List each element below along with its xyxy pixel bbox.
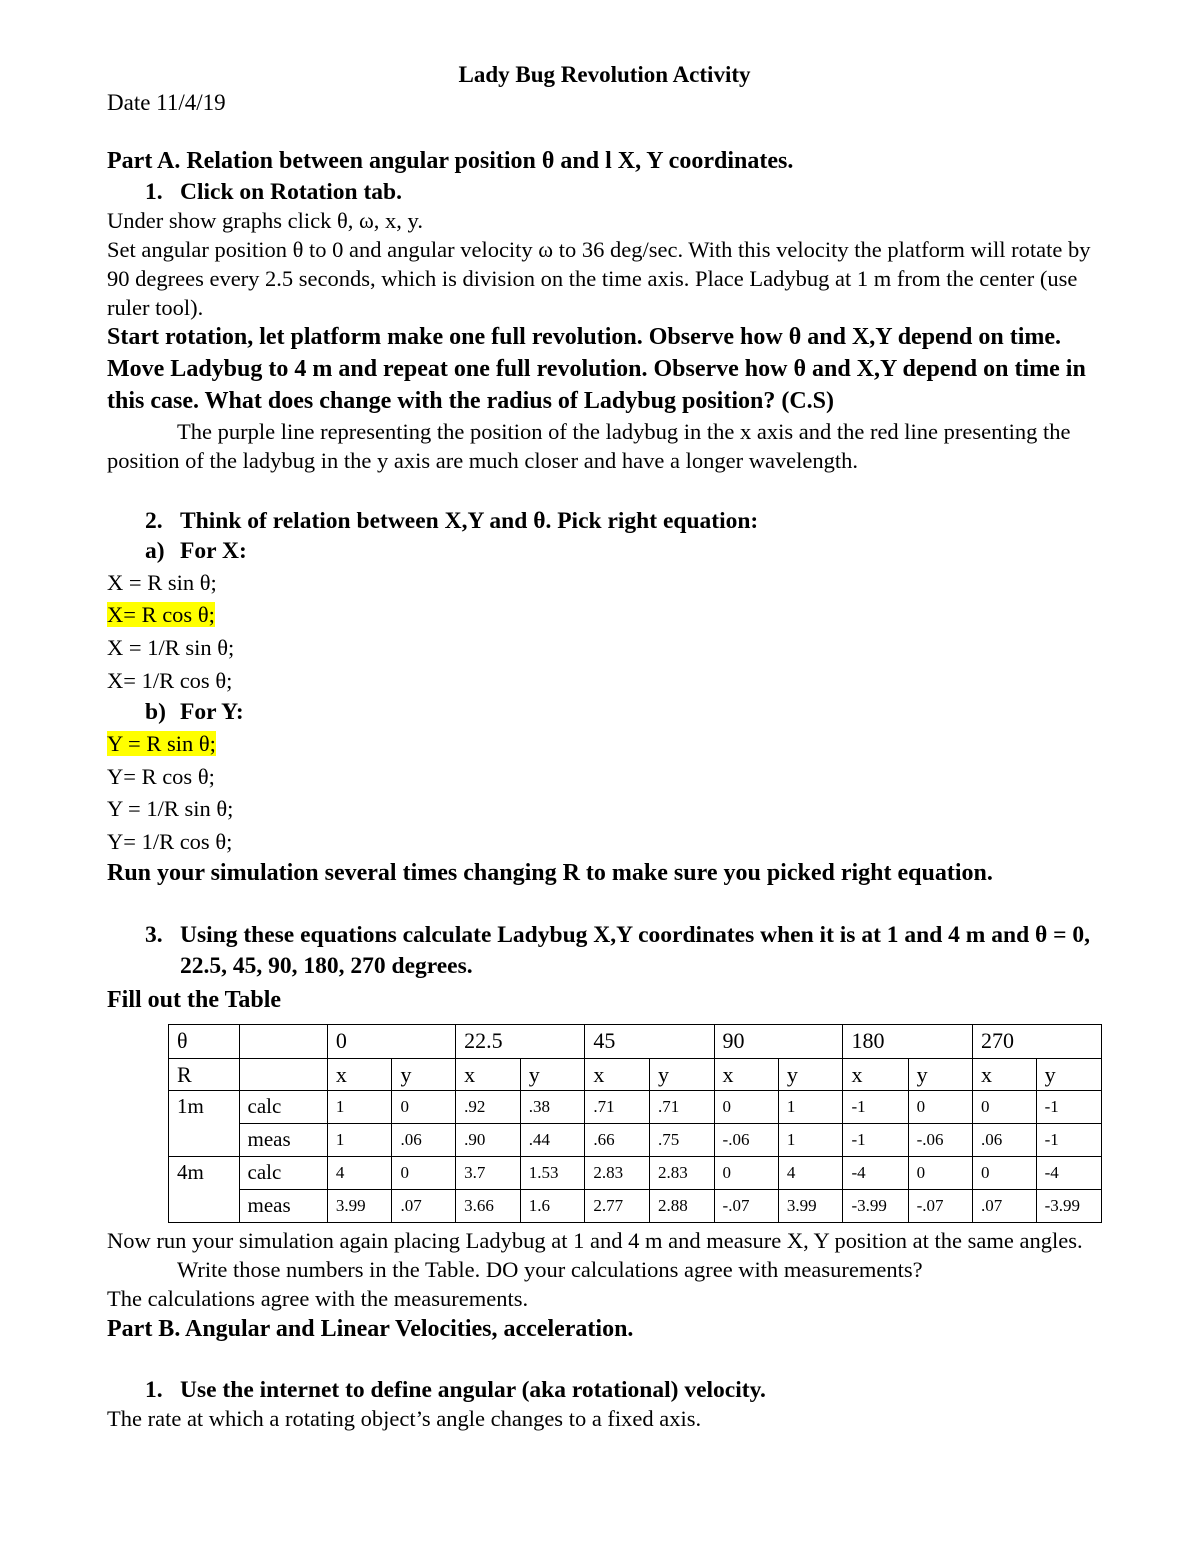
table-value: .90 (456, 1124, 521, 1157)
table-value: 2.83 (649, 1157, 714, 1190)
table-xy-header: x (843, 1058, 908, 1091)
run-simulation-text: Run your simulation several times changing R to make sure you picked right equation. (107, 860, 993, 887)
list-number: 1. (145, 178, 163, 205)
part-a-step-2 (145, 506, 1102, 537)
equation-option-x2-highlighted (107, 599, 1102, 632)
table-value: 4 (778, 1157, 843, 1190)
part-a-heading: Part A. Relation between angular position θ and l X, Y coordinates. (107, 148, 794, 174)
table-value: 4 (327, 1157, 392, 1190)
equation-text: Y= 1/R cos θ; (107, 828, 233, 854)
table-value: -1 (1036, 1124, 1101, 1157)
table-value: -3.99 (1036, 1190, 1101, 1223)
equation-option-x3 (107, 632, 1102, 665)
table-row-xy-headers (169, 1058, 1102, 1091)
table-empty-cell (239, 1058, 327, 1091)
fill-table-label: Fill out the Table (107, 987, 282, 1014)
equation-text-highlighted: X= R cos θ; (107, 602, 215, 628)
table-kind-label: meas (239, 1124, 327, 1157)
part-a-step-1 (145, 177, 1102, 208)
option-a-label (145, 536, 1102, 567)
part-b-answer-1: The rate at which a rotating object’s angle changes to a fixed axis. (107, 1406, 702, 1432)
list-number: 1. (145, 1376, 163, 1403)
equation-option-y4 (107, 826, 1102, 859)
part-a-step-3 (145, 920, 1102, 981)
part-a-paragraph-3: Start rotation, let platform make one full revolution. Observe how θ and X,Y depend on time. Move Ladybug to 4 m and repeat one full revolution. Observe how θ and X,Y depend on time in this case. What does change with the radius of Ladybug position? (C.S) (107, 324, 1086, 415)
table-xy-header: y (778, 1058, 843, 1091)
table-kind-label: meas (239, 1190, 327, 1223)
equation-text: X= 1/R cos θ; (107, 667, 233, 693)
table-value: -.07 (908, 1190, 972, 1223)
table-corner-r: R (169, 1058, 240, 1091)
table-value: 0 (714, 1091, 778, 1124)
after-table-answer: The calculations agree with the measurements. (107, 1286, 529, 1311)
equation-option-x1 (107, 567, 1102, 600)
table-kind-label: calc (239, 1091, 327, 1124)
table-value: -1 (1036, 1091, 1101, 1124)
part-b-heading: Part B. Angular and Linear Velocities, acceleration. (107, 1315, 634, 1342)
table-value: -3.99 (843, 1190, 908, 1223)
table-value: 1.53 (520, 1157, 585, 1190)
table-value: -.06 (714, 1124, 778, 1157)
table-value: 3.66 (456, 1190, 521, 1223)
table-value: 0 (972, 1091, 1036, 1124)
table-xy-header: y (1036, 1058, 1101, 1091)
table-value: -.06 (908, 1124, 972, 1157)
equation-text: Y= R cos θ; (107, 763, 215, 789)
list-text: Use the internet to define angular (aka rotational) velocity. (180, 1376, 766, 1403)
table-angle-header: 90 (714, 1025, 843, 1059)
table-value: 3.7 (456, 1157, 521, 1190)
equation-option-x4 (107, 665, 1102, 698)
table-row-1m-calc (169, 1091, 1102, 1124)
table-angle-header: 22.5 (456, 1025, 585, 1059)
table-value: 0 (392, 1091, 456, 1124)
list-text: Click on Rotation tab. (180, 178, 402, 205)
table-row-1m-meas (169, 1124, 1102, 1157)
list-text: Think of relation between X,Y and θ. Pick right equation: (180, 507, 759, 534)
list-number: 2. (145, 507, 163, 534)
list-number: 3. (145, 922, 163, 949)
table-xy-header: y (392, 1058, 456, 1091)
table-value: 1 (778, 1091, 843, 1124)
doc-title: Lady Bug Revolution Activity (458, 62, 751, 87)
table-xy-header: x (585, 1058, 650, 1091)
table-row-angles (169, 1025, 1102, 1059)
table-xy-header: x (972, 1058, 1036, 1091)
table-value: 1 (327, 1091, 392, 1124)
table-angle-header: 45 (585, 1025, 714, 1059)
list-number: b) (145, 699, 166, 726)
table-angle-header: 0 (327, 1025, 455, 1059)
table-row-4m-calc (169, 1157, 1102, 1190)
table-value: -4 (843, 1157, 908, 1190)
table-value: .07 (972, 1190, 1036, 1223)
equation-text-highlighted: Y = R sin θ; (107, 730, 216, 756)
table-empty-cell (239, 1025, 327, 1059)
table-angle-header: 180 (843, 1025, 973, 1059)
table-value: -1 (843, 1091, 908, 1124)
table-corner-theta: θ (169, 1025, 240, 1059)
table-xy-header: y (908, 1058, 972, 1091)
table-value: 1.6 (520, 1190, 585, 1223)
equation-text: X = R sin θ; (107, 569, 217, 595)
table-value: .07 (392, 1190, 456, 1223)
table-radius-label: 4m (169, 1157, 240, 1223)
table-value: .06 (972, 1124, 1036, 1157)
table-xy-header: x (327, 1058, 392, 1091)
table-xy-header: y (649, 1058, 714, 1091)
table-value: 1 (778, 1124, 843, 1157)
table-xy-header: y (520, 1058, 585, 1091)
table-value: .06 (392, 1124, 456, 1157)
part-a-paragraph-1: Under show graphs click θ, ω, x, y. (107, 208, 423, 234)
after-table-paragraph-1: Now run your simulation again placing Ladybug at 1 and 4 m and measure X, Y position at the same angles. (107, 1228, 1083, 1254)
list-number: a) (145, 538, 165, 565)
table-value: 0 (972, 1157, 1036, 1190)
part-a-paragraph-2: Set angular position θ to 0 and angular velocity ω to 36 deg/sec. With this velocity the platform will rotate by 90 degrees every 2.5 seconds, which is division on the time axis. Place Ladybug at 1 m from the center (use ruler tool). (107, 237, 1091, 320)
equation-option-y3 (107, 793, 1102, 826)
list-text: For Y: (180, 699, 244, 726)
list-text: Using these equations calculate Ladybug X,Y coordinates when it is at 1 and 4 m and θ = 0, 22.5, 45, 90, 180, 270 degrees. (180, 922, 1091, 979)
table-value: 2.88 (649, 1190, 714, 1223)
list-text: For X: (180, 538, 247, 565)
table-value: .71 (585, 1091, 650, 1124)
table-value: -1 (843, 1124, 908, 1157)
table-radius-label: 1m (169, 1091, 240, 1157)
equation-option-y2 (107, 761, 1102, 794)
table-value: 2.83 (585, 1157, 650, 1190)
table-value: .92 (456, 1091, 521, 1124)
table-value: .38 (520, 1091, 585, 1124)
table-value: 3.99 (327, 1190, 392, 1223)
table-value: .75 (649, 1124, 714, 1157)
table-value: .71 (649, 1091, 714, 1124)
table-value: 0 (714, 1157, 778, 1190)
table-xy-header: x (456, 1058, 521, 1091)
table-xy-header: x (714, 1058, 778, 1091)
table-value: .44 (520, 1124, 585, 1157)
table-row-4m-meas (169, 1190, 1102, 1223)
table-value: 0 (392, 1157, 456, 1190)
part-a-answer-1: The purple line representing the position of the ladybug in the x axis and the red line presenting the position of the ladybug in the y axis are much closer and have a longer wavelength. (107, 419, 1071, 473)
results-table (168, 1024, 1102, 1223)
table-angle-header: 270 (972, 1025, 1101, 1059)
equation-text: X = 1/R sin θ; (107, 635, 235, 661)
equation-option-y1-highlighted (107, 728, 1102, 761)
table-value: 0 (908, 1157, 972, 1190)
part-b-step-1 (145, 1375, 1102, 1406)
table-value: 1 (327, 1124, 392, 1157)
option-b-label (145, 697, 1102, 728)
table-value: 2.77 (585, 1190, 650, 1223)
equation-text: Y = 1/R sin θ; (107, 796, 234, 822)
date-line: Date 11/4/19 (107, 90, 226, 115)
table-value: 0 (908, 1091, 972, 1124)
table-value: .66 (585, 1124, 650, 1157)
after-table-paragraph-2: Write those numbers in the Table. DO your calculations agree with measurements? (177, 1257, 923, 1283)
table-kind-label: calc (239, 1157, 327, 1190)
table-value: -4 (1036, 1157, 1101, 1190)
table-value: 3.99 (778, 1190, 843, 1223)
table-value: -.07 (714, 1190, 778, 1223)
